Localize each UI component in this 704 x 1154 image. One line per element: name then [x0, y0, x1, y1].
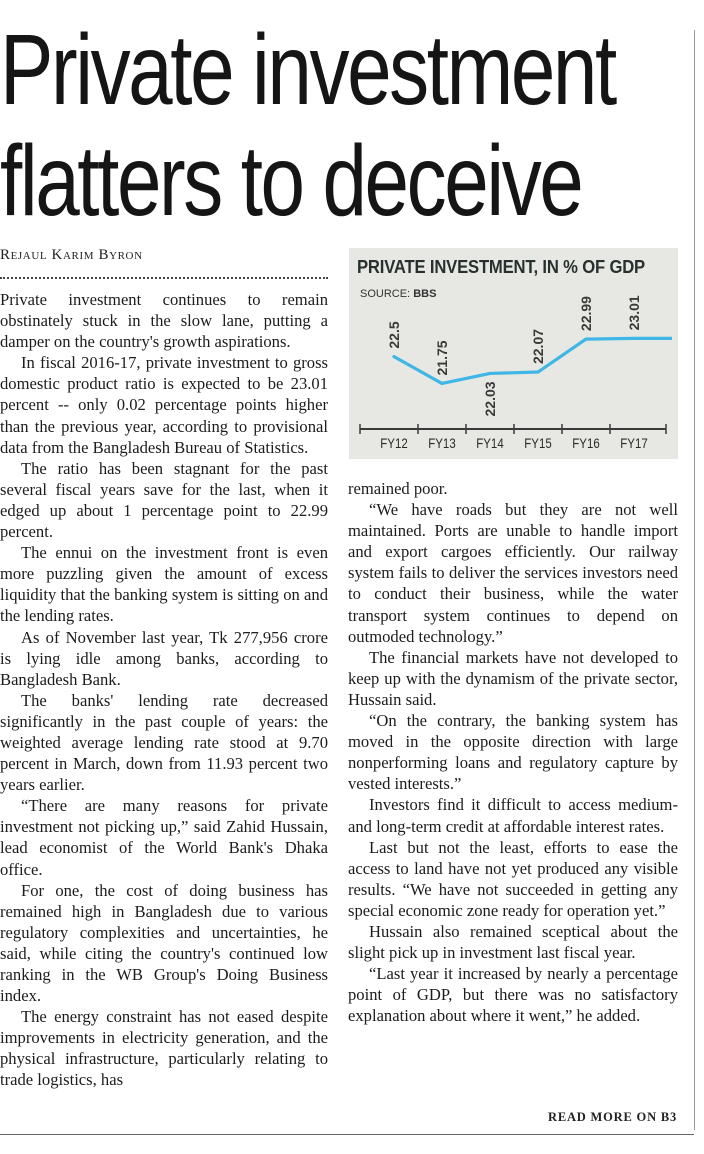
paragraph: The energy constraint has not eased despite improvements in electricity generation, and the physical infrastructure, particularly relating to trade logistics, has: [0, 1007, 328, 1090]
headline-line-1: Private investment: [0, 14, 615, 126]
read-more-link[interactable]: READ MORE ON B3: [548, 1110, 678, 1124]
paragraph: The banks' lending rate decreased significantly in the past couple of years: the weighted average lending rate stood at 9.70 percent in March, down from 11.93 percent two years earlier.: [0, 690, 328, 795]
line-chart: [349, 248, 678, 459]
data-label: 23.01: [626, 295, 642, 331]
paragraph: The financial markets have not developed to keep up with the dynamism of the private sector, Hussain said.: [348, 647, 678, 709]
x-tick-label: FY17: [620, 434, 648, 452]
data-label: 21.75: [434, 340, 450, 376]
data-point: [392, 355, 395, 358]
data-point: [632, 337, 635, 340]
article-column-2: [348, 478, 678, 1026]
data-point: [536, 370, 539, 373]
paragraph: Last but not the least, efforts to ease the access to land have not yet produced any visible results. “We have not succeeded in getting any special economic zone ready for operation yet.”: [348, 837, 678, 920]
data-point: [488, 372, 491, 375]
paragraph: “Last year it increased by nearly a percentage point of GDP, but there was no satisfactory explanation about where it went,” he added.: [348, 964, 678, 1026]
paragraph: In fiscal 2016-17, private investment to gross domestic product ratio is expected to be 23.01 percent -- only 0.02 percentage points higher than the previous year, according to provisional data from the Bangladesh Bureau of Statistics.: [0, 353, 328, 457]
paragraph: remained poor.: [348, 479, 448, 498]
x-tick-label: FY16: [572, 434, 600, 452]
paragraph: Investors find it difficult to access medium- and long-term credit at affordable interest rates.: [348, 795, 678, 836]
data-point: [584, 337, 587, 340]
x-tick-label: FY12: [380, 434, 408, 452]
data-label: 22.5: [386, 321, 402, 349]
paragraph: “We have roads but they are not well maintained. Ports are unable to handle import and export cargoes efficiently. Our railway system fails to deliver the services investors need to conduct their business, while the water transport system continues to depend on outmoded technology.”: [348, 500, 678, 646]
paragraph: “There are many reasons for private investment not picking up,” said Zahid Hussain, lead economist of the World Bank's Dhaka office.: [0, 796, 328, 879]
x-tick-label: FY14: [476, 434, 504, 452]
paragraph: “On the contrary, the banking system has moved in the opposite direction with large nonperforming loans and regulatory capture by vested interests.”: [348, 711, 678, 794]
chart-source-label: SOURCE:: [360, 288, 411, 300]
data-point: [440, 382, 443, 385]
chart-box: [349, 248, 678, 459]
bottom-rule: [0, 1134, 694, 1135]
chart-source-value: BBS: [413, 288, 437, 300]
x-tick-label: FY13: [428, 434, 456, 452]
byline: Rejaul Karim Byron: [0, 247, 143, 263]
paragraph: As of November last year, Tk 277,956 crore is lying idle among banks, according to Bangladesh Bank.: [0, 627, 328, 689]
column-rule: [694, 30, 695, 1130]
data-label: 22.99: [578, 296, 594, 332]
article-column-1: [0, 289, 328, 1091]
dotted-divider: [0, 277, 328, 279]
headline-line-2: flatters to deceive: [0, 125, 582, 237]
x-tick-label: FY15: [524, 434, 552, 452]
paragraph: For one, the cost of doing business has remained high in Bangladesh due to various regulatory complexities and uncertainties, he said, while citing the country's continued low ranking in the WB Group's Doing Business index.: [0, 880, 328, 1006]
paragraph: Hussain also remained sceptical about the slight pick up in investment last fiscal year.: [348, 921, 678, 963]
data-label: 22.03: [482, 381, 498, 417]
data-label: 22.07: [530, 328, 546, 365]
paragraph: The ennui on the investment front is even more puzzling given the amount of excess liquidity that the banking system is sitting on and the lending rates.: [0, 543, 328, 626]
paragraph: Private investment continues to remain obstinately stuck in the slow lane, putting a damper on the country's growth aspirations.: [0, 290, 328, 352]
chart-title: PRIVATE INVESTMENT, IN % OF GDP: [357, 256, 645, 277]
paragraph: The ratio has been stagnant for the past several fiscal years save for the last, when it edged up about 1 percentage point to 22.99 percent.: [0, 458, 328, 542]
